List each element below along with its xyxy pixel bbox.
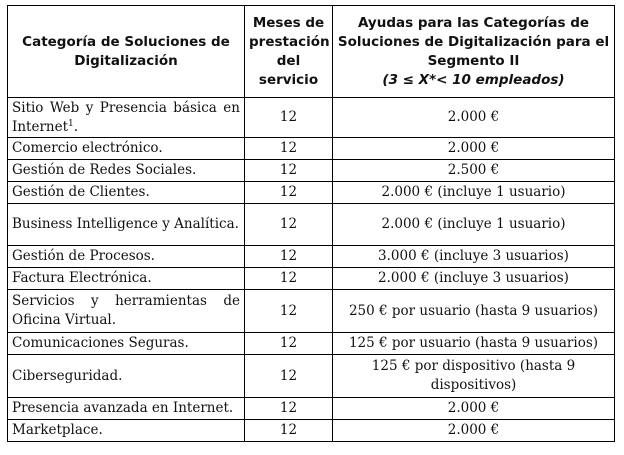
aid-cell: 2.000 € (incluye 1 usuario) [333, 182, 615, 204]
header-aid-line: Segmento II [427, 52, 520, 69]
aid-cell: 2.000 € [333, 398, 615, 420]
table-row [8, 246, 615, 268]
category-suffix: . [73, 118, 79, 135]
table-row [8, 355, 615, 398]
category-cell: Factura Electrónica. [8, 268, 245, 290]
months-cell: 12 [245, 98, 333, 138]
aid-cell: 250 € por usuario (hasta 9 usuarios) [333, 290, 615, 333]
table-row [8, 204, 615, 246]
category-cell: Comercio electrónico. [8, 138, 245, 160]
months-cell: 12 [245, 355, 333, 398]
table-row [8, 268, 615, 290]
category-text: Sitio Web y Presencia básica en Internet [12, 99, 240, 135]
months-cell: 12 [245, 420, 333, 442]
months-cell: 12 [245, 204, 333, 246]
aid-cell: 125 € por dispositivo (hasta 9 dispositivos) [333, 355, 615, 398]
header-category: Categoría de Soluciones de Digitalización [8, 6, 245, 98]
footnote-marker: 1 [68, 118, 74, 129]
aid-cell: 125 € por usuario (hasta 9 usuarios) [333, 333, 615, 355]
category-cell [8, 98, 245, 138]
header-months-line: servicio [258, 71, 319, 88]
months-cell: 12 [245, 182, 333, 204]
aid-cell: 2.000 € [333, 138, 615, 160]
table-row [8, 420, 615, 442]
aid-cell: 2.000 € (incluye 1 usuario) [333, 204, 615, 246]
months-cell: 12 [245, 290, 333, 333]
months-cell: 12 [245, 333, 333, 355]
category-cell: Servicios y herramientas de Oficina Virtual. [8, 290, 245, 333]
months-cell: 12 [245, 246, 333, 268]
months-cell: 12 [245, 138, 333, 160]
header-aid [333, 6, 615, 98]
header-months-line: del [276, 52, 301, 69]
header-aid-line: Soluciones de Digitalización para el [337, 33, 610, 50]
header-months [245, 6, 333, 98]
category-cell: Ciberseguridad. [8, 355, 245, 398]
table-row [8, 160, 615, 182]
category-cell: Gestión de Clientes. [8, 182, 245, 204]
category-cell: Business Intelligence y Analítica. [8, 204, 245, 246]
table-row [8, 398, 615, 420]
months-cell: 12 [245, 268, 333, 290]
table-row [8, 182, 615, 204]
category-cell: Gestión de Procesos. [8, 246, 245, 268]
table-row [8, 290, 615, 333]
aid-cell: 2.000 € [333, 420, 615, 442]
table-row [8, 98, 615, 138]
header-months-line: Meses de [252, 14, 325, 31]
header-months-line: prestación [249, 33, 330, 50]
category-cell: Comunicaciones Seguras. [8, 333, 245, 355]
digitalization-aid-table [7, 5, 615, 442]
category-cell: Gestión de Redes Sociales. [8, 160, 245, 182]
aid-cell: 3.000 € (incluye 3 usuarios) [333, 246, 615, 268]
table-row [8, 333, 615, 355]
category-cell: Presencia avanzada en Internet. [8, 398, 245, 420]
category-cell: Marketplace. [8, 420, 245, 442]
aid-cell: 2.500 € [333, 160, 615, 182]
months-cell: 12 [245, 398, 333, 420]
header-aid-line: Ayudas para las Categorías de [357, 14, 590, 31]
table-header-row [8, 6, 615, 98]
months-cell: 12 [245, 160, 333, 182]
aid-cell: 2.000 € [333, 98, 615, 138]
header-aid-range: (3 ≤ X*< 10 empleados) [382, 71, 565, 88]
aid-cell: 2.000 € (incluye 3 usuarios) [333, 268, 615, 290]
table-row [8, 138, 615, 160]
